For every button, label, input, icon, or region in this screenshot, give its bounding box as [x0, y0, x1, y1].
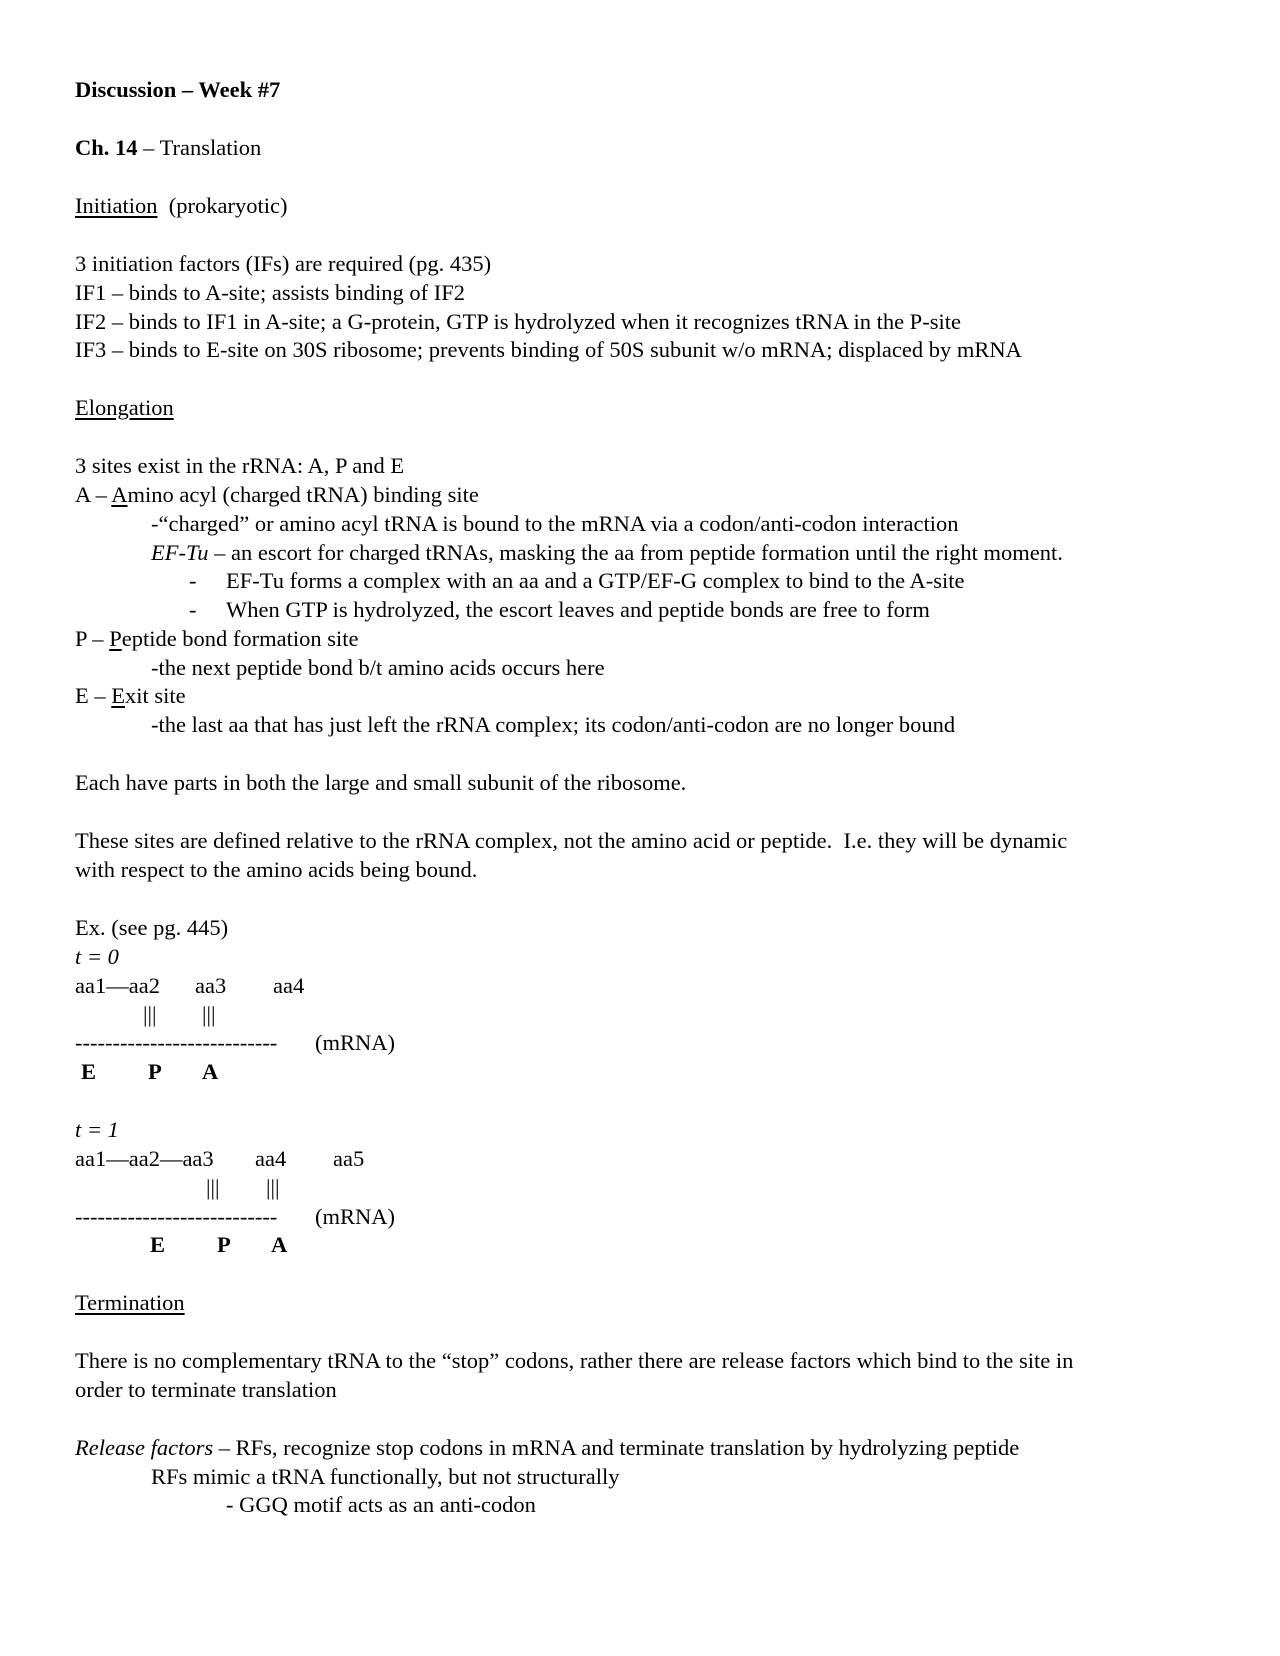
eftu-line — [151, 539, 1063, 567]
elongation-note-2a: These sites are defined relative to the rRNA complex, not the amino acid or peptide. I.e. they will be dynamic — [75, 828, 1068, 853]
eftu-bullet-1: EF-Tu forms a complex with an aa and a GTP/EF-G complex to bind to the A-site — [226, 568, 965, 593]
elongation-heading: Elongation — [75, 395, 174, 420]
t1-pair-1: ||| — [206, 1175, 220, 1200]
release-factors-line — [75, 1434, 1019, 1462]
t0-pair-1: ||| — [143, 1002, 157, 1027]
t0-site-a: A — [202, 1059, 219, 1084]
release-factors-desc: – RFs, recognize stop codons in mRNA and terminate translation by hydrolyzing peptide — [213, 1435, 1020, 1460]
t0-site-e: E — [81, 1059, 97, 1084]
e-site-initial: E — [111, 683, 125, 708]
termination-para-2: order to terminate translation — [75, 1377, 337, 1402]
t0-pair-2: ||| — [202, 1002, 216, 1027]
t1-free-aa5: aa5 — [333, 1146, 365, 1171]
t1-site-p: P — [217, 1232, 231, 1257]
rf-mimic: RFs mimic a tRNA functionally, but not structurally — [151, 1464, 620, 1489]
e-site-prefix: E – — [75, 683, 112, 708]
t0-free-aa4: aa4 — [273, 973, 305, 998]
elongation-intro: 3 sites exist in the rRNA: A, P and E — [75, 453, 405, 478]
t0-free-aa3: aa3 — [195, 973, 227, 998]
p-site-initial: P — [109, 626, 122, 651]
t1-mrna-line: --------------------------- — [75, 1204, 278, 1229]
a-site-prefix: A – — [75, 482, 112, 507]
a-site-detail: -“charged” or amino acyl tRNA is bound to the mRNA via a codon/anti-codon interaction — [151, 511, 959, 536]
factor-if3: IF3 – binds to E-site on 30S ribosome; prevents binding of 50S subunit w/o mRNA; displaced by mRNA — [75, 337, 1022, 362]
eftu-bullet-2: When GTP is hydrolyzed, the escort leaves and peptide bonds are free to form — [226, 597, 930, 622]
release-factors-term: Release factors — [75, 1435, 214, 1460]
chapter-number: Ch. 14 — [75, 135, 138, 160]
p-site-line — [75, 625, 359, 653]
eftu-term: EF-Tu — [151, 540, 209, 565]
t0-chain: aa1—aa2 — [75, 973, 160, 998]
a-site-line — [75, 481, 479, 509]
e-site-rest: xit site — [125, 683, 186, 708]
elongation-note-1: Each have parts in both the large and small subunit of the ribosome. — [75, 770, 687, 795]
initiation-heading: Initiation — [75, 193, 158, 218]
e-site-detail: -the last aa that has just left the rRNA complex; its codon/anti-codon are no longer bound — [151, 712, 956, 737]
t1-mrna-label: (mRNA) — [315, 1204, 395, 1229]
t1-label: t = 1 — [75, 1117, 119, 1142]
termination-heading: Termination — [75, 1290, 185, 1315]
example-label: Ex. (see pg. 445) — [75, 915, 229, 940]
bullet-marker: - — [189, 568, 197, 593]
factor-if2: IF2 – binds to IF1 in A-site; a G-protein, GTP is hydrolyzed when it recognizes tRNA in the P-site — [75, 309, 961, 334]
t1-free-aa4: aa4 — [255, 1146, 287, 1171]
termination-para-1: There is no complementary tRNA to the “stop” codons, rather there are release factors which bind to the site in — [75, 1348, 1074, 1373]
initiation-intro: 3 initiation factors (IFs) are required (pg. 435) — [75, 251, 492, 276]
e-site-line — [75, 682, 186, 710]
factor-if1: IF1 – binds to A-site; assists binding of IF2 — [75, 280, 466, 305]
a-site-initial: A — [111, 482, 128, 507]
chapter-title: – Translation — [137, 135, 262, 160]
t0-site-p: P — [148, 1059, 162, 1084]
p-site-prefix: P – — [75, 626, 110, 651]
eftu-desc: – an escort for charged tRNAs, masking the aa from peptide formation until the right moment. — [208, 540, 1063, 565]
document-title: Discussion – Week #7 — [75, 77, 281, 102]
t0-label: t = 0 — [75, 944, 119, 969]
p-site-detail: -the next peptide bond b/t amino acids occurs here — [151, 655, 605, 680]
t0-mrna-line: --------------------------- — [75, 1030, 278, 1055]
a-site-rest: mino acyl (charged tRNA) binding site — [127, 482, 479, 507]
t1-site-e: E — [150, 1232, 166, 1257]
p-site-rest: eptide bond formation site — [121, 626, 359, 651]
t0-mrna-label: (mRNA) — [315, 1030, 395, 1055]
elongation-note-2b: with respect to the amino acids being bound. — [75, 857, 478, 882]
t1-chain: aa1—aa2—aa3 — [75, 1146, 214, 1171]
initiation-qualifier: (prokaryotic) — [168, 193, 288, 218]
t1-site-a: A — [271, 1232, 288, 1257]
bullet-marker: - — [189, 597, 197, 622]
chapter-heading — [75, 134, 261, 162]
initiation-heading-line — [75, 192, 287, 220]
rf-motif: - GGQ motif acts as an anti-codon — [226, 1492, 536, 1517]
t1-pair-2: ||| — [266, 1175, 280, 1200]
